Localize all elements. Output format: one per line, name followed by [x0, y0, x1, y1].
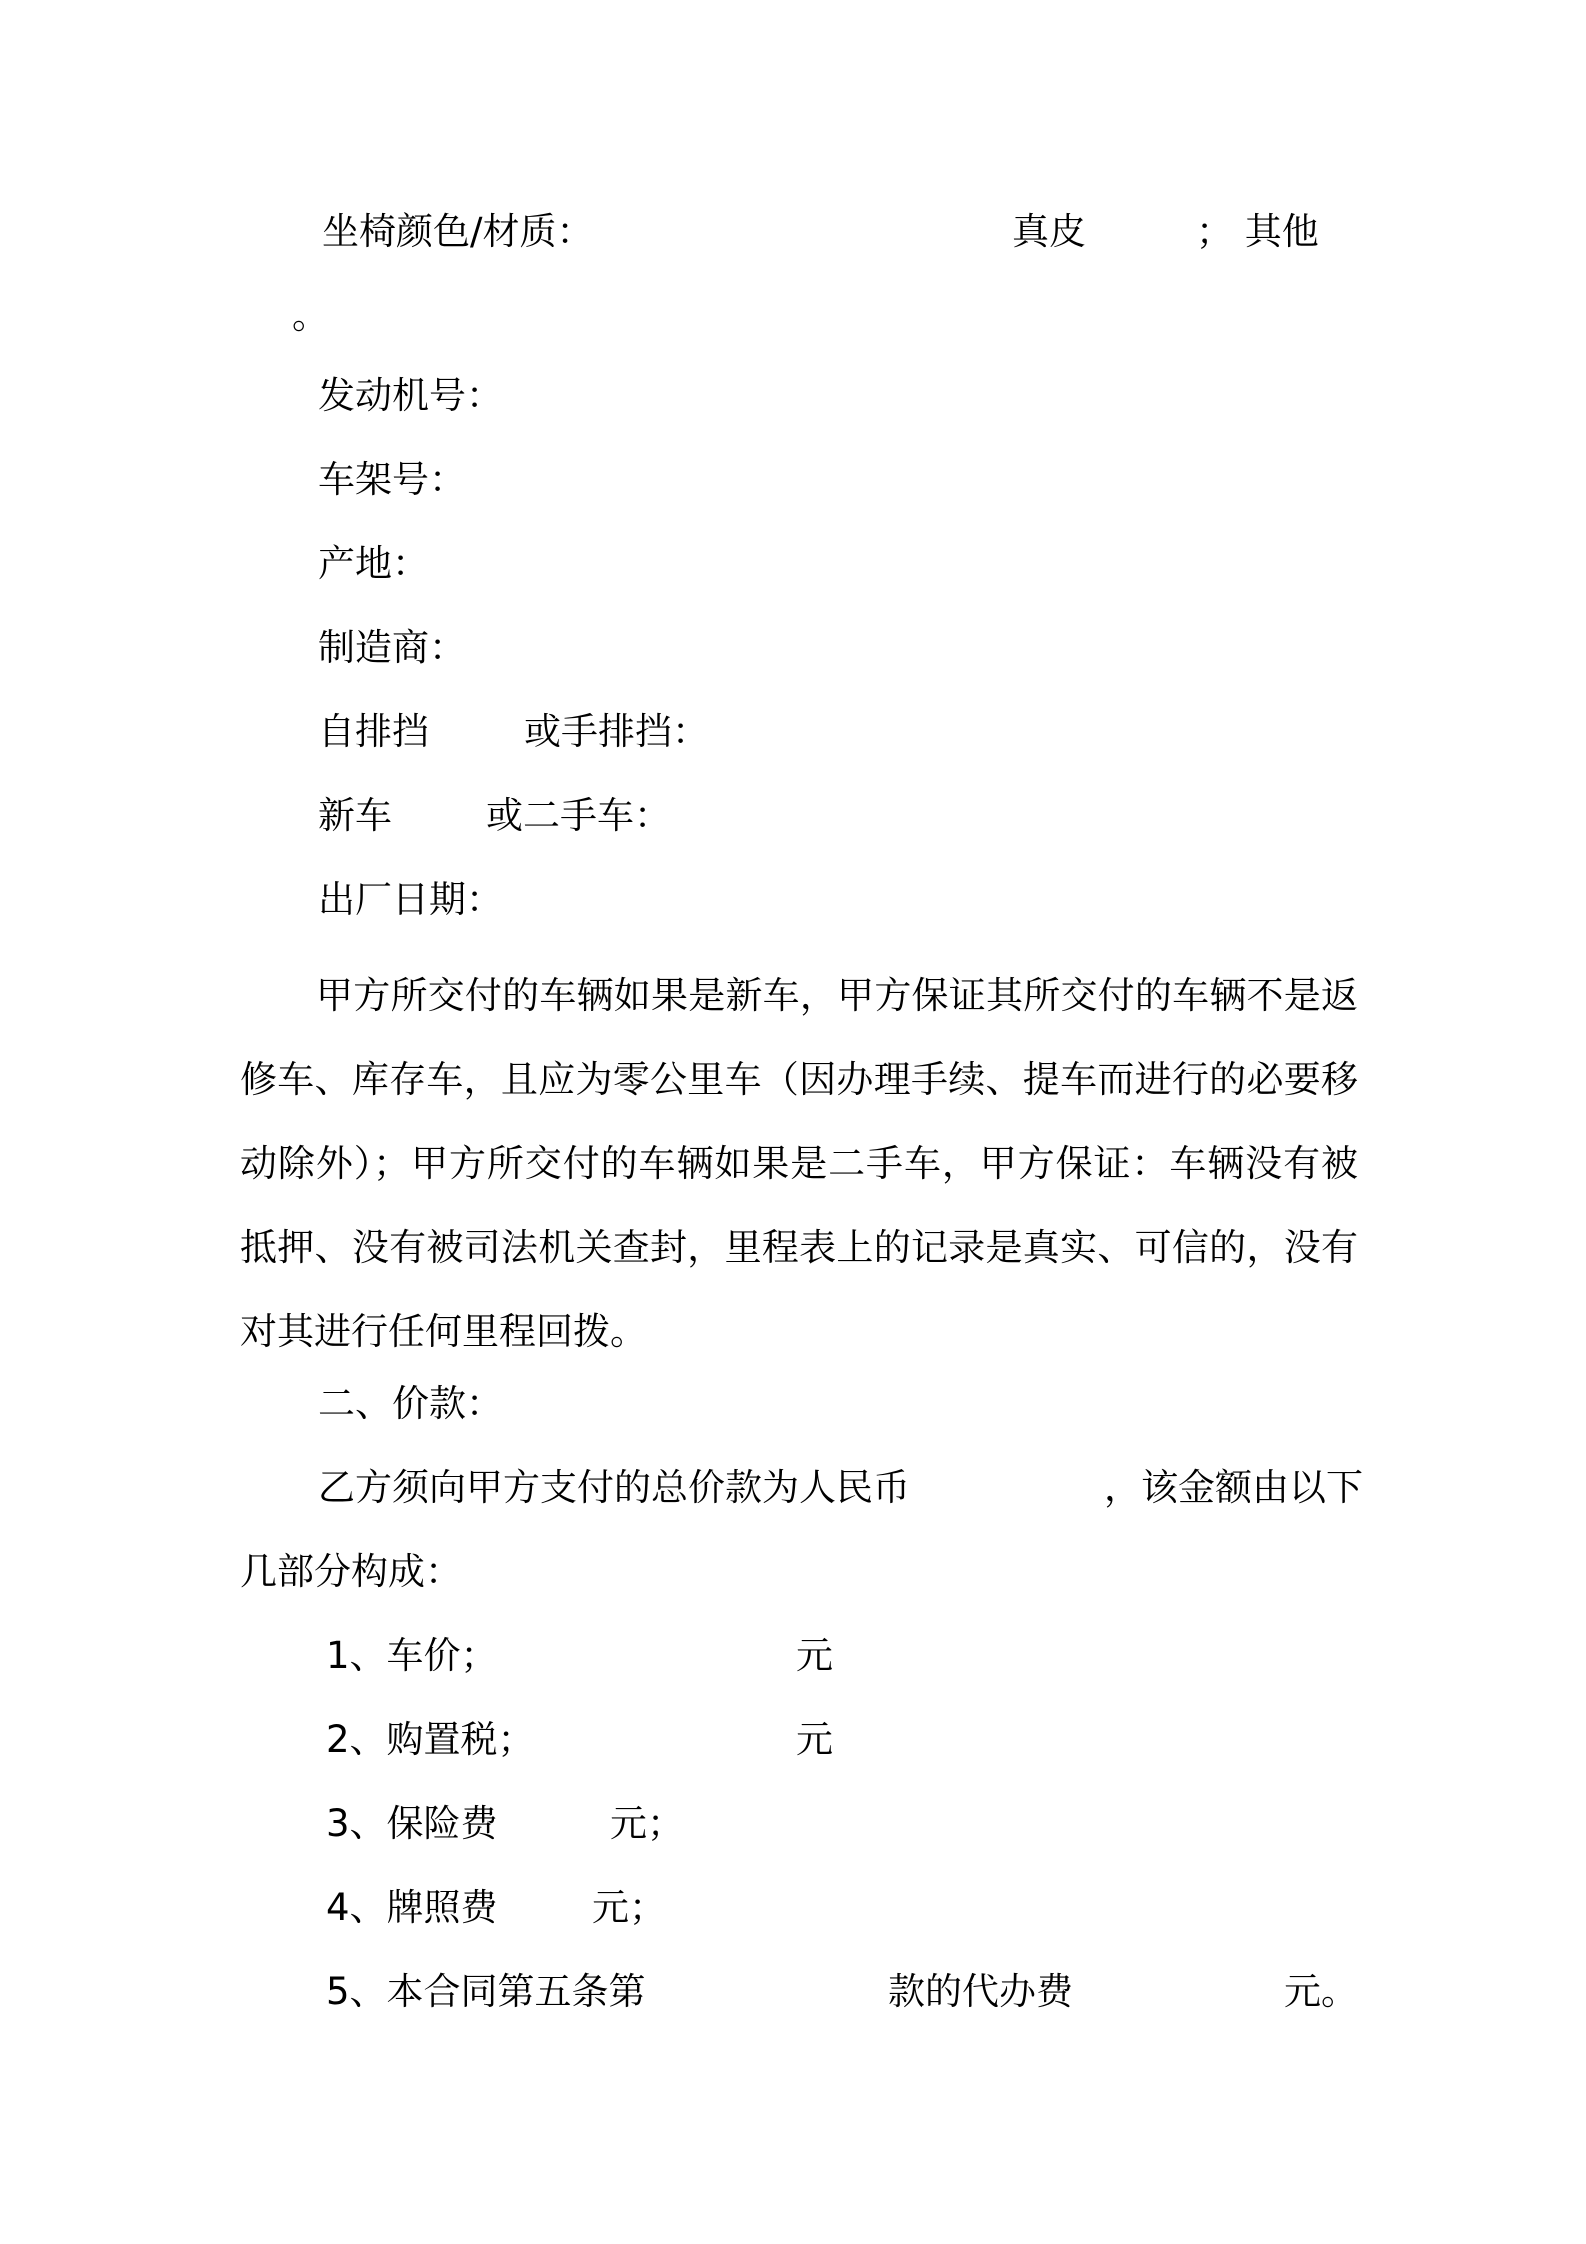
item-agency-fee-label: 5、本合同第五条第: [326, 1970, 646, 2013]
item-license-plate-label: 4、牌照费: [326, 1886, 498, 1929]
origin-label: 产地：: [318, 542, 429, 585]
production-date-label: 出厂日期：: [318, 878, 503, 921]
total-price-tail: ，该金额由以下: [1104, 1466, 1363, 1509]
automatic-transmission-label: 自排挡: [318, 710, 429, 753]
frame-number-label: 车架号：: [318, 458, 466, 501]
seat-other: ； 其他: [1196, 210, 1319, 253]
manual-transmission-label: 或手排挡：: [524, 710, 709, 753]
used-car-label: 或二手车：: [486, 794, 671, 837]
new-car-label: 新车: [318, 794, 392, 837]
item-insurance-label: 3、保险费: [326, 1802, 498, 1845]
item-purchase-tax-label: 2、购置税；: [326, 1718, 535, 1761]
item-car-price-unit: 元: [796, 1634, 833, 1677]
item-car-price-label: 1、车价；: [326, 1634, 498, 1677]
seat-line-end: 。: [292, 294, 329, 337]
item-insurance-unit: 元；: [610, 1802, 684, 1845]
item-license-plate-unit: 元；: [592, 1886, 666, 1929]
warranty-paragraph: 甲方所交付的车辆如果是新车，甲方保证其所交付的车辆不是返修车、库存车，且应为零公里车（因办理手续、提车而进行的必要移动除外）；甲方所交付的车辆如果是二手车，甲方保证：车辆没有被抵押、没有被司法机关查封，里程表上的记录是真实、可信的，没有对其进行任何里程回拨。: [240, 974, 1358, 1353]
total-price-text: 乙方须向甲方支付的总价款为人民币: [318, 1466, 910, 1509]
item-agency-fee-mid: 款的代办费: [888, 1970, 1073, 2013]
item-purchase-tax-unit: 元: [796, 1718, 833, 1761]
engine-number-label: 发动机号：: [318, 374, 503, 417]
seat-label: 坐椅颜色/材质：: [322, 210, 594, 253]
item-agency-fee-unit: 元。: [1284, 1970, 1358, 2013]
price-section-heading: 二、价款：: [318, 1382, 503, 1425]
manufacturer-label: 制造商：: [318, 626, 466, 669]
seat-leather: 真皮: [1012, 210, 1086, 253]
composition-text: 几部分构成：: [240, 1550, 462, 1593]
